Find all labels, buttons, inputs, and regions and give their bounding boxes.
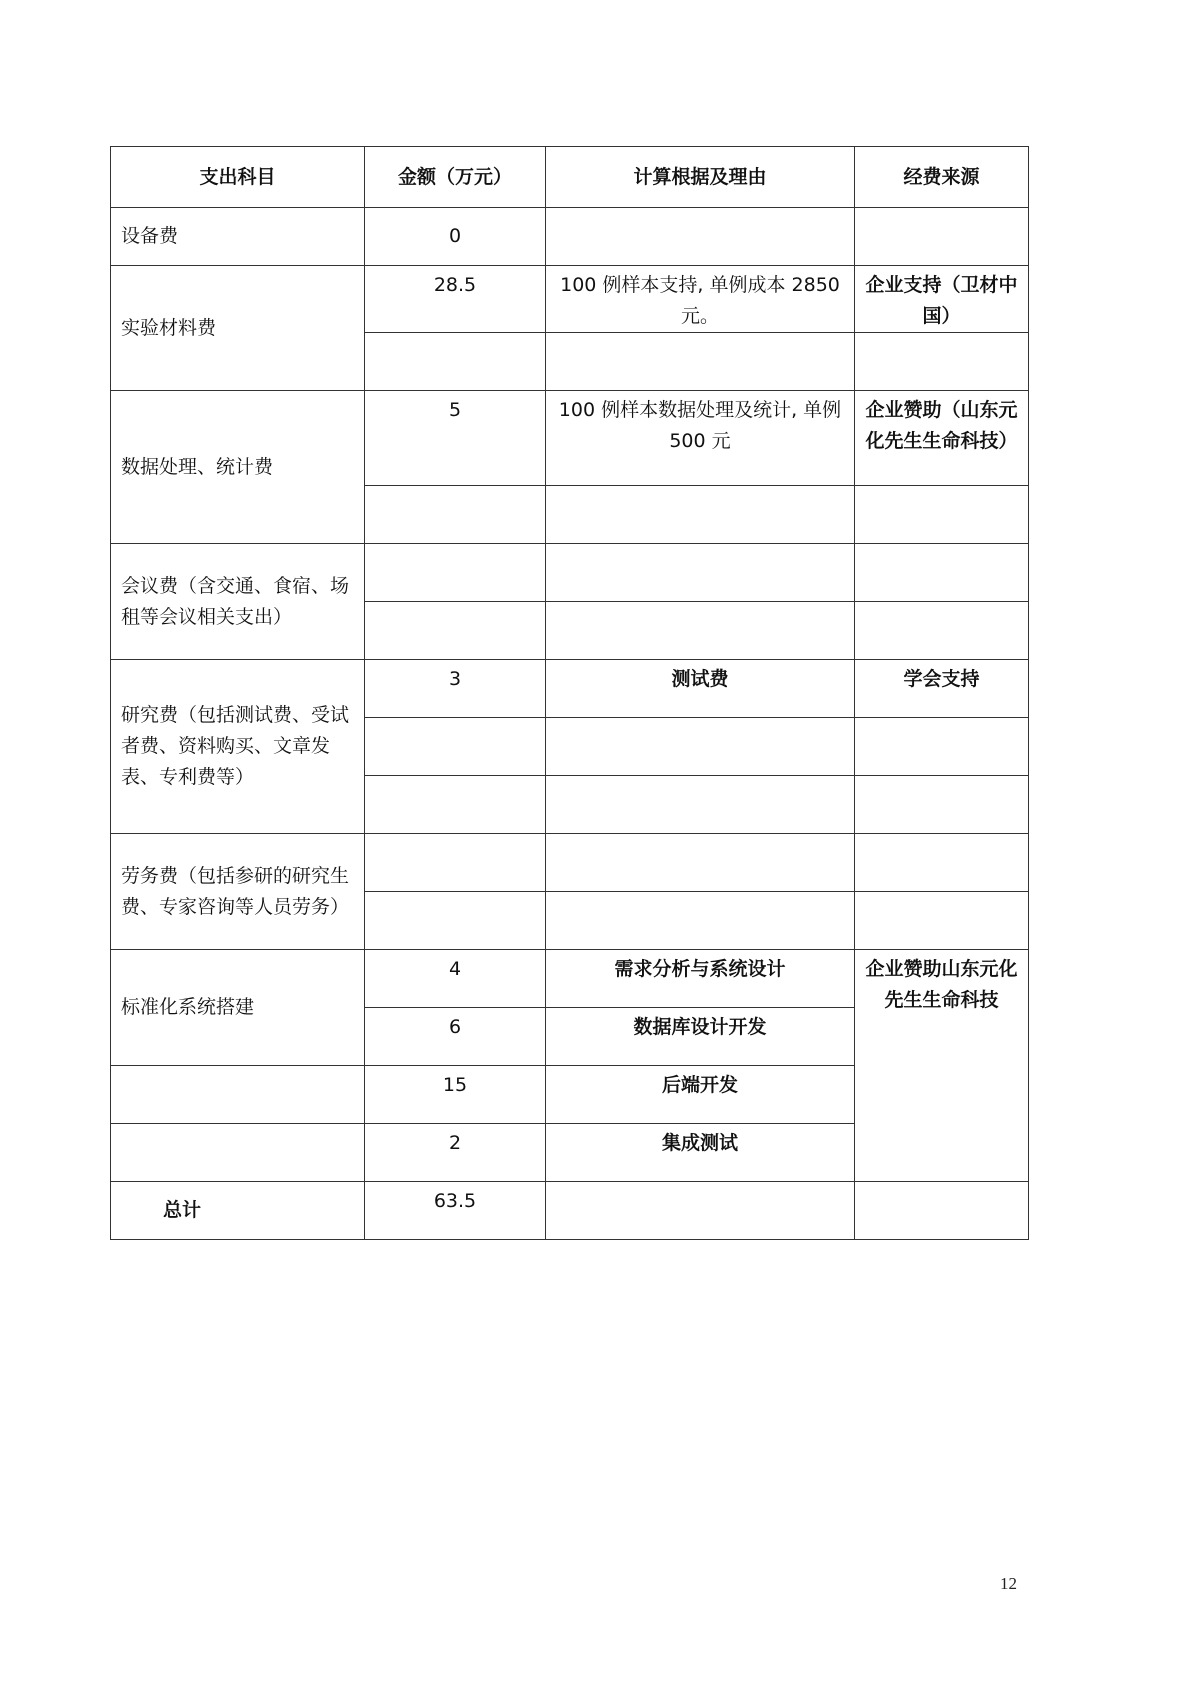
amount-empty [365, 776, 546, 834]
amount-empty [365, 333, 546, 391]
amount-materials: 28.5 [365, 266, 546, 333]
source-research: 学会支持 [855, 660, 1029, 718]
category-data-processing: 数据处理、统计费 [111, 391, 365, 544]
basis-empty [546, 1182, 855, 1240]
basis-data-processing: 100 例样本数据处理及统计, 单例 500 元 [546, 391, 855, 486]
amount-empty [365, 602, 546, 660]
budget-table [110, 146, 1029, 1240]
source-data-processing: 企业赞助（山东元化先生生命科技） [855, 391, 1029, 486]
basis-empty [546, 834, 855, 892]
source-empty [855, 776, 1029, 834]
source-materials: 企业支持（卫材中国） [855, 266, 1029, 333]
basis-standardization-4: 集成测试 [546, 1124, 855, 1182]
basis-empty [546, 776, 855, 834]
amount-standardization-3: 15 [365, 1066, 546, 1124]
basis-materials: 100 例样本支持, 单例成本 2850 元。 [546, 266, 855, 333]
category-labor: 劳务费（包括参研的研究生费、专家咨询等人员劳务） [111, 834, 365, 950]
amount-equipment: 0 [365, 208, 546, 266]
basis-empty [546, 486, 855, 544]
basis-empty [546, 544, 855, 602]
header-amount: 金额（万元） [365, 147, 546, 208]
category-research: 研究费（包括测试费、受试者费、资料购买、文章发表、专利费等） [111, 660, 365, 834]
table-row [111, 544, 1029, 602]
table-row [111, 266, 1029, 333]
table-header-row [111, 147, 1029, 208]
amount-data-processing: 5 [365, 391, 546, 486]
amount-empty [365, 544, 546, 602]
amount-empty [365, 892, 546, 950]
basis-standardization-1: 需求分析与系统设计 [546, 950, 855, 1008]
basis-standardization-2: 数据库设计开发 [546, 1008, 855, 1066]
source-standardization: 企业赞助山东元化先生生命科技 [855, 950, 1029, 1182]
category-empty [111, 1124, 365, 1182]
source-empty [855, 333, 1029, 391]
source-empty [855, 1182, 1029, 1240]
table-row [111, 834, 1029, 892]
basis-empty [546, 892, 855, 950]
source-empty [855, 602, 1029, 660]
category-materials: 实验材料费 [111, 266, 365, 391]
category-standardization: 标准化系统搭建 [111, 950, 365, 1066]
source-empty [855, 834, 1029, 892]
amount-standardization-4: 2 [365, 1124, 546, 1182]
table-row [111, 950, 1029, 1008]
category-empty [111, 1066, 365, 1124]
header-source: 经费来源 [855, 147, 1029, 208]
amount-empty [365, 718, 546, 776]
basis-empty [546, 208, 855, 266]
table-row [111, 660, 1029, 718]
amount-standardization-2: 6 [365, 1008, 546, 1066]
category-meeting: 会议费（含交通、食宿、场租等会议相关支出） [111, 544, 365, 660]
amount-empty [365, 486, 546, 544]
table-row [111, 391, 1029, 486]
basis-empty [546, 333, 855, 391]
source-empty [855, 486, 1029, 544]
total-label: 总计 [111, 1182, 365, 1240]
total-amount: 63.5 [365, 1182, 546, 1240]
source-empty [855, 718, 1029, 776]
source-empty [855, 892, 1029, 950]
basis-empty [546, 718, 855, 776]
basis-standardization-3: 后端开发 [546, 1066, 855, 1124]
page-number: 12 [1000, 1574, 1017, 1593]
total-row [111, 1182, 1029, 1240]
header-basis: 计算根据及理由 [546, 147, 855, 208]
source-empty [855, 544, 1029, 602]
table-row [111, 208, 1029, 266]
basis-empty [546, 602, 855, 660]
basis-research: 测试费 [546, 660, 855, 718]
category-equipment: 设备费 [111, 208, 365, 266]
header-category: 支出科目 [111, 147, 365, 208]
source-empty [855, 208, 1029, 266]
amount-research: 3 [365, 660, 546, 718]
amount-empty [365, 834, 546, 892]
amount-standardization-1: 4 [365, 950, 546, 1008]
